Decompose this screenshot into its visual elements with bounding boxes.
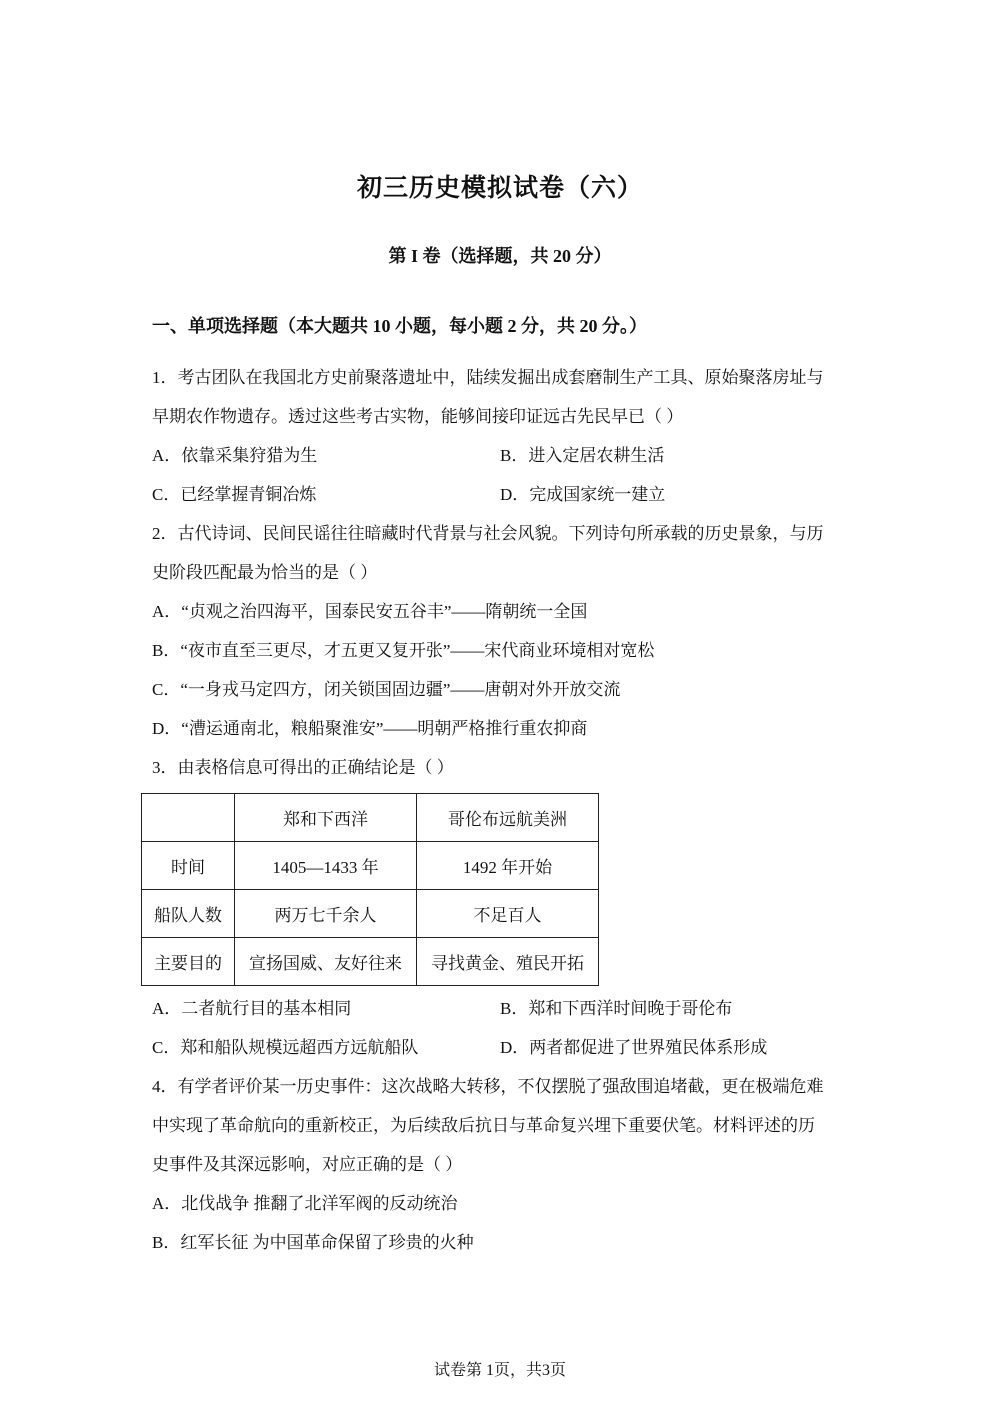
table-cell: 时间 bbox=[142, 842, 235, 890]
q2-stem-line2: 史阶段匹配最为恰当的是（ ） bbox=[152, 563, 378, 582]
q3-option-a: A．二者航行目的基本相同 bbox=[152, 999, 352, 1018]
comparison-table bbox=[141, 793, 599, 986]
q2-option-c: C．“一身戎马定四方，闭关锁国固边疆”——唐朝对外开放交流 bbox=[152, 680, 621, 699]
q3-stem: 3．由表格信息可得出的正确结论是（ ） bbox=[152, 758, 454, 777]
q1-stem-line2: 早期农作物遗存。透过这些考古实物，能够间接印证远古先民早已（ ） bbox=[152, 407, 684, 426]
table-header-cell: 哥伦布远航美洲 bbox=[417, 794, 599, 842]
table-cell: 寻找黄金、殖民开拓 bbox=[417, 938, 599, 986]
q1-stem-line1: 1．考古团队在我国北方史前聚落遗址中，陆续发掘出成套磨制生产工具、原始聚落房址与 bbox=[152, 368, 824, 387]
volume-subtitle: 第 I 卷（选择题，共 20 分） bbox=[388, 246, 612, 266]
table-cell: 不足百人 bbox=[417, 890, 599, 938]
q2-stem-line1: 2．古代诗词、民间民谣往往暗藏时代背景与社会风貌。下列诗句所承载的历史景象，与历 bbox=[152, 524, 824, 543]
q3-option-d: D．两者都促进了世界殖民体系形成 bbox=[500, 1038, 768, 1057]
table-cell: 两万七千余人 bbox=[235, 890, 417, 938]
q4-stem-line2: 中实现了革命航向的重新校正，为后续敌后抗日与革命复兴埋下重要伏笔。材料评述的历 bbox=[152, 1116, 815, 1135]
table-cell: 1492 年开始 bbox=[417, 842, 599, 890]
q1-option-a: A．依靠采集狩猎为生 bbox=[152, 446, 318, 465]
table-cell: 主要目的 bbox=[142, 938, 235, 986]
q1-option-c: C．已经掌握青铜冶炼 bbox=[152, 485, 317, 504]
table-row bbox=[142, 938, 599, 986]
q2-option-a: A．“贞观之治四海平，国泰民安五谷丰”——隋朝统一全国 bbox=[152, 602, 588, 621]
q4-stem-line3: 史事件及其深远影响，对应正确的是（ ） bbox=[152, 1155, 463, 1174]
q1-option-b: B．进入定居农耕生活 bbox=[500, 446, 665, 465]
table-cell: 船队人数 bbox=[142, 890, 235, 938]
table-header-cell bbox=[142, 794, 235, 842]
q2-option-d: D．“漕运通南北，粮船聚淮安”——明朝严格推行重农抑商 bbox=[152, 719, 588, 738]
table-cell: 宣扬国威、友好往来 bbox=[235, 938, 417, 986]
section-heading: 一、单项选择题（本大题共 10 小题，每小题 2 分，共 20 分。） bbox=[152, 316, 647, 336]
table-row bbox=[142, 842, 599, 890]
q4-option-a: A．北伐战争 推翻了北洋军阀的反动统治 bbox=[152, 1194, 458, 1213]
q4-stem-line1: 4．有学者评价某一历史事件：这次战略大转移，不仅摆脱了强敌围追堵截，更在极端危难 bbox=[152, 1077, 824, 1096]
q4-option-b: B．红军长征 为中国革命保留了珍贵的火种 bbox=[152, 1233, 474, 1252]
q3-option-b: B．郑和下西洋时间晚于哥伦布 bbox=[500, 999, 733, 1018]
q3-option-c: C．郑和船队规模远超西方远航船队 bbox=[152, 1038, 419, 1057]
table-header-row bbox=[142, 794, 599, 842]
table-row bbox=[142, 890, 599, 938]
page-title: 初三历史模拟试卷（六） bbox=[356, 175, 643, 202]
table-header-cell: 郑和下西洋 bbox=[235, 794, 417, 842]
page-footer: 试卷第 1页，共3页 bbox=[433, 1362, 566, 1379]
q1-option-d: D．完成国家统一建立 bbox=[500, 485, 666, 504]
table-cell: 1405—1433 年 bbox=[235, 842, 417, 890]
q2-option-b: B．“夜市直至三更尽，才五更又复开张”——宋代商业环境相对宽松 bbox=[152, 641, 655, 660]
